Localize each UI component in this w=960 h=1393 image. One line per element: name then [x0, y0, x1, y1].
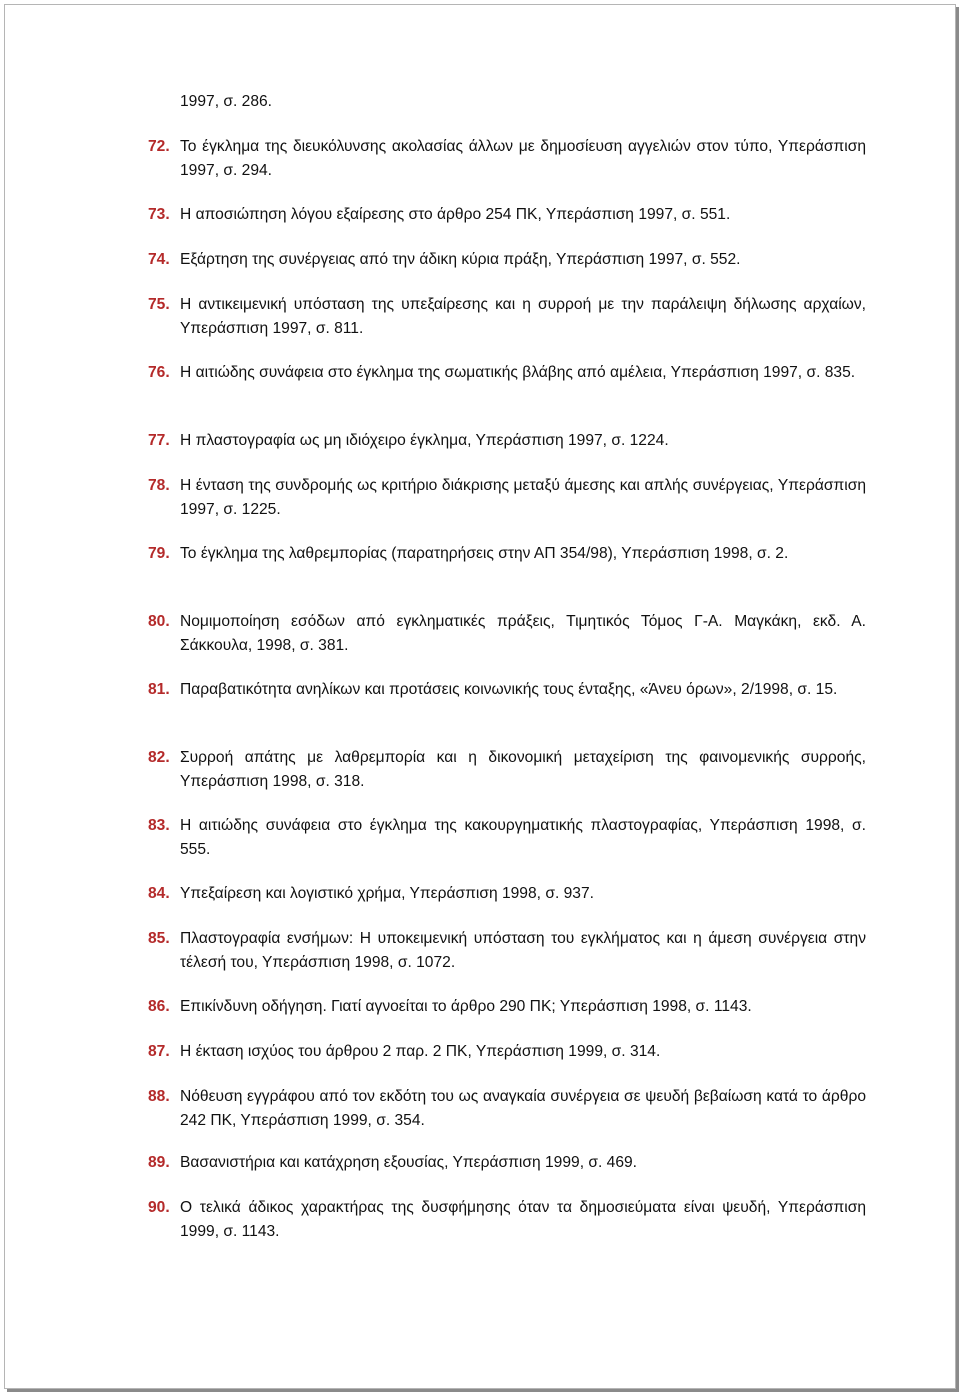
entry-number: 73.	[148, 206, 170, 223]
bibliography-entry-75	[148, 293, 866, 341]
entry-text: Υπεξαίρεση και λογιστικό χρήμα, Υπεράσπιση 1998, σ. 937.	[180, 885, 594, 902]
entry-number: 83.	[148, 817, 170, 834]
entry-text: Η αιτιώδης συνάφεια στο έγκλημα της κακουργηματικής πλαστογραφίας, Υπεράσπιση 1998, σ. 555.	[180, 817, 866, 858]
entry-text: Η αποσιώπηση λόγου εξαίρεσης στο άρθρο 254 ΠΚ, Υπεράσπιση 1997, σ. 551.	[180, 206, 731, 223]
bibliography-entry-85	[148, 927, 866, 975]
bibliography-entry-76	[148, 361, 866, 385]
bibliography-entry-79	[148, 542, 866, 566]
bibliography-entry-73	[148, 203, 866, 227]
bibliography-entry-82	[148, 746, 866, 794]
bibliography-entry-72	[148, 135, 866, 183]
entry-number: 85.	[148, 930, 170, 947]
entry-number: 88.	[148, 1088, 170, 1105]
bibliography-entry-80	[148, 610, 866, 658]
entry-text: Νόθευση εγγράφου από τον εκδότη του ως αναγκαία συνέργεια σε ψευδή βεβαίωση κατά το άρθρο 242 ΠΚ, Υπεράσπιση 1999, σ. 354.	[180, 1088, 866, 1129]
entry-number: 79.	[148, 545, 170, 562]
entry-number: 78.	[148, 477, 170, 494]
bibliography-entry-90	[148, 1196, 866, 1244]
continuation-text: 1997, σ. 286.	[180, 93, 272, 110]
entry-text: Το έγκλημα της διευκόλυνσης ακολασίας άλλων με δημοσίευση αγγελιών στον τύπο, Υπεράσπιση 1997, σ. 294.	[180, 138, 866, 179]
entry-text: Ο τελικά άδικος χαρακτήρας της δυσφήμησης όταν τα δημοσιεύματα είναι ψευδή, Υπεράσπιση 1999, σ. 1143.	[180, 1199, 866, 1240]
bibliography-entry-89	[148, 1151, 866, 1175]
entry-number: 74.	[148, 251, 170, 268]
entry-text: Βασανιστήρια και κατάχρηση εξουσίας, Υπεράσπιση 1999, σ. 469.	[180, 1154, 637, 1171]
entry-text: Συρροή απάτης με λαθρεμπορία και η δικονομική μεταχείριση της φαινομενικής συρροής, Υπεράσπιση 1998, σ. 318.	[180, 749, 866, 790]
entry-text: Η πλαστογραφία ως μη ιδιόχειρο έγκλημα, Υπεράσπιση 1997, σ. 1224.	[180, 432, 669, 449]
entry-text: Εξάρτηση της συνέργειας από την άδικη κύρια πράξη, Υπεράσπιση 1997, σ. 552.	[180, 251, 741, 268]
entry-text: Επικίνδυνη οδήγηση. Γιατί αγνοείται το άρθρο 290 ΠΚ; Υπεράσπιση 1998, σ. 1143.	[180, 998, 752, 1015]
entry-number: 84.	[148, 885, 170, 902]
entry-text: Η αντικειμενική υπόσταση της υπεξαίρεσης και η συρροή με την παράλειψη δήλωσης αρχαίων, Υπεράσπιση 1997, σ. 811.	[180, 296, 866, 337]
bibliography-entry-77	[148, 429, 866, 453]
entry-text: Η έκταση ισχύος του άρθρου 2 παρ. 2 ΠΚ, Υπεράσπιση 1999, σ. 314.	[180, 1043, 661, 1060]
entry-text: Παραβατικότητα ανηλίκων και προτάσεις κοινωνικής τους ένταξης, «Άνευ όρων», 2/1998, σ. 15.	[180, 681, 838, 698]
entry-number: 90.	[148, 1199, 170, 1216]
continuation-line	[148, 90, 866, 114]
entry-text: Νομιμοποίηση εσόδων από εγκληματικές πράξεις, Τιμητικός Τόμος Γ-Α. Μαγκάκη, εκδ. Α. Σάκκουλα, 1998, σ. 381.	[180, 613, 866, 654]
bibliography-entry-84	[148, 882, 866, 906]
bibliography-entry-87	[148, 1040, 866, 1064]
entry-text: Η αιτιώδης συνάφεια στο έγκλημα της σωματικής βλάβης από αμέλεια, Υπεράσπιση 1997, σ. 835.	[180, 364, 856, 381]
bibliography-entry-74	[148, 248, 866, 272]
entry-number: 87.	[148, 1043, 170, 1060]
entry-number: 76.	[148, 364, 170, 381]
bibliography-entry-83	[148, 814, 866, 862]
bibliography-entry-86	[148, 995, 866, 1019]
bibliography-entry-78	[148, 474, 866, 522]
entry-number: 80.	[148, 613, 170, 630]
bibliography-entry-88	[148, 1085, 866, 1133]
entry-number: 82.	[148, 749, 170, 766]
entry-number: 72.	[148, 138, 170, 155]
entry-number: 75.	[148, 296, 170, 313]
entry-number: 86.	[148, 998, 170, 1015]
entry-number: 81.	[148, 681, 170, 698]
entry-number: 89.	[148, 1154, 170, 1171]
entry-number: 77.	[148, 432, 170, 449]
entry-text: Το έγκλημα της λαθρεμπορίας (παρατηρήσεις στην ΑΠ 354/98), Υπεράσπιση 1998, σ. 2.	[180, 545, 789, 562]
entry-text: Η ένταση της συνδρομής ως κριτήριο διάκρισης μεταξύ άμεσης και απλής συνέργειας, Υπεράσπιση 1997, σ. 1225.	[180, 477, 866, 518]
entry-text: Πλαστογραφία ενσήμων: Η υποκειμενική υπόσταση του εγκλήματος και η άμεση συνέργεια στην τέλεσή του, Υπεράσπιση 1998, σ. 1072.	[180, 930, 866, 971]
bibliography-entry-81	[148, 678, 866, 702]
